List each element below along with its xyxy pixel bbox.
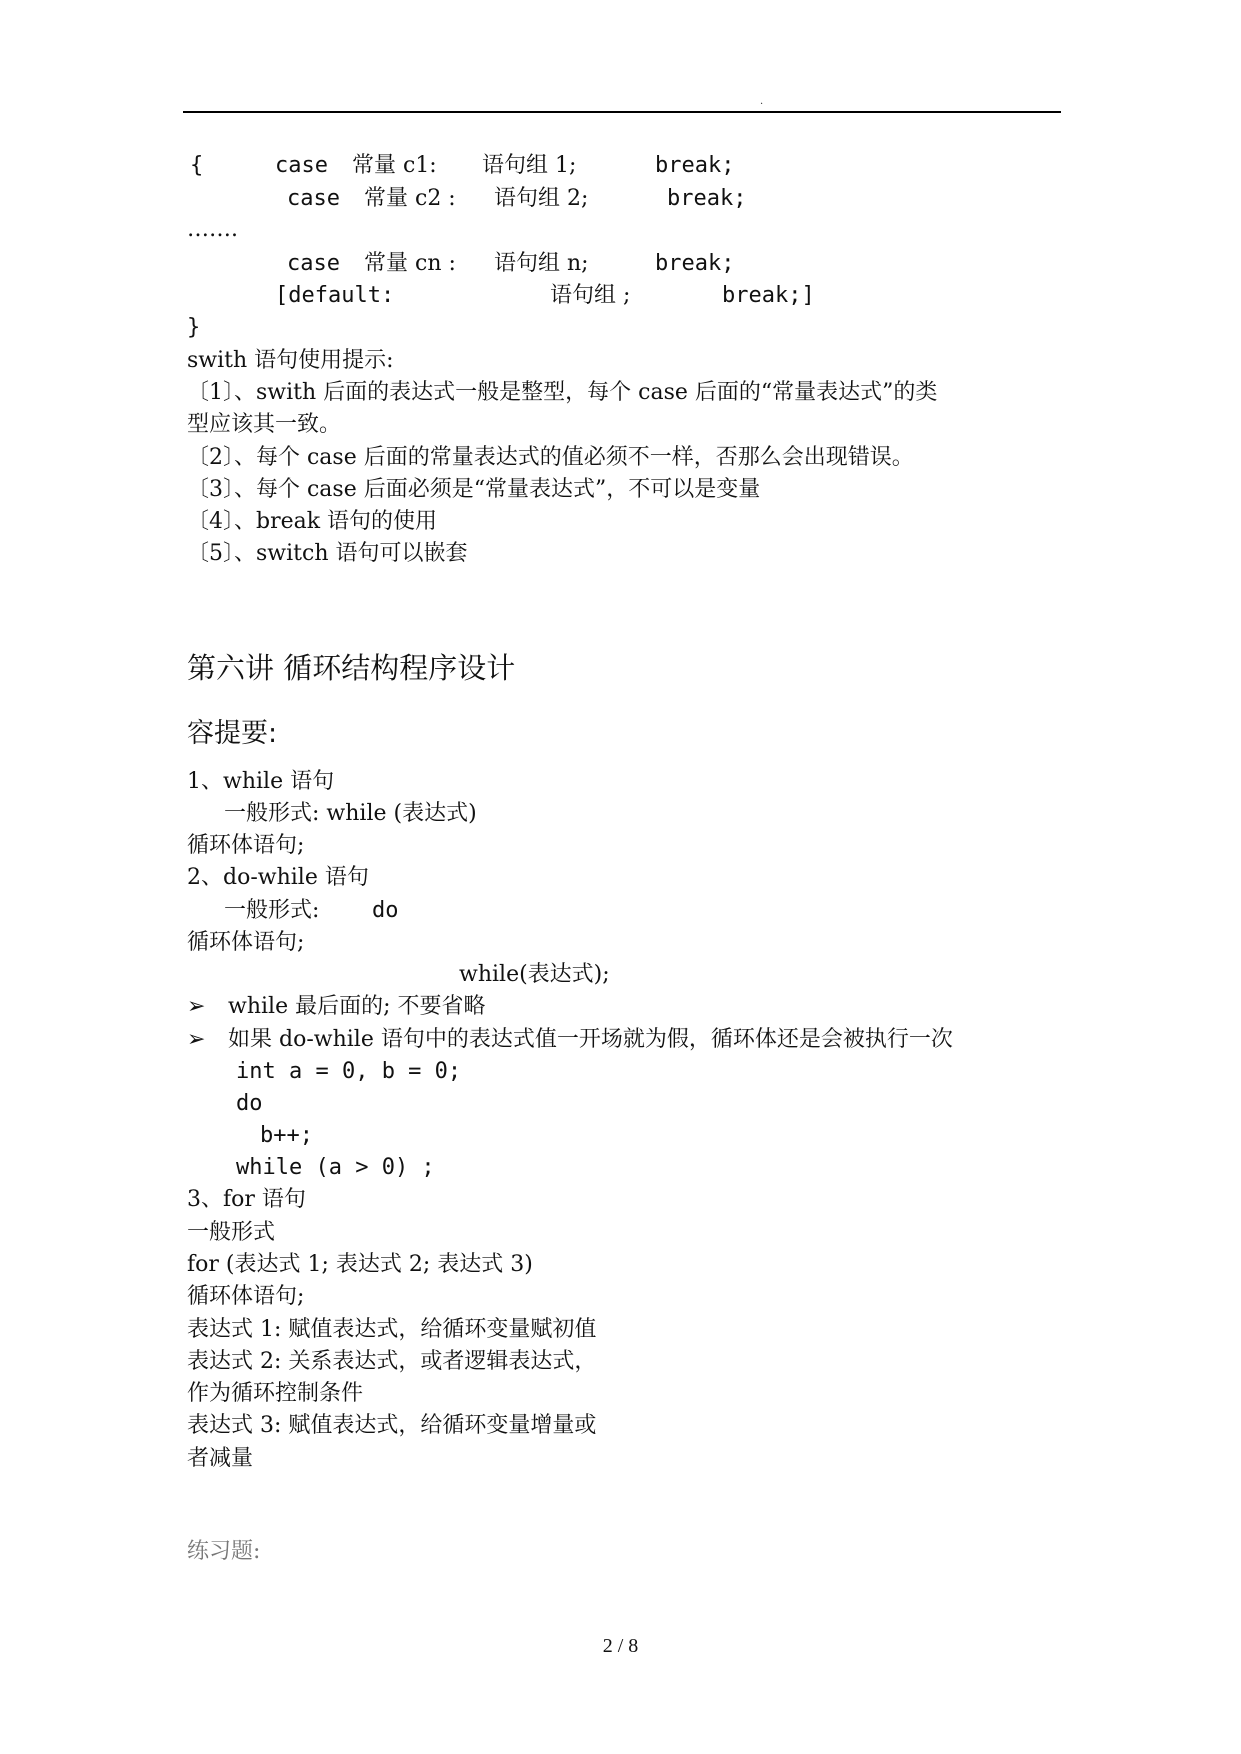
case1-group: 语句组 1; [482, 153, 577, 178]
lecture-title: 第六讲 循环结构程序设计 [187, 651, 516, 685]
header-dot: . [760, 96, 764, 107]
for-form: for (表达式 1; 表达式 2; 表达式 3) [187, 1252, 533, 1277]
default-group: 语句组 ; [550, 283, 631, 308]
open-brace: { [190, 153, 204, 178]
tip-line: 〔2〕、每个 case 后面的常量表达式的值必须不一样，否那么会出现错误。 [187, 445, 914, 470]
for-note: 者减量 [187, 1446, 254, 1471]
case2-break: break; [667, 186, 747, 211]
tip-line: 型应该其一致。 [187, 412, 342, 437]
for-body: 循环体语句; [187, 1284, 305, 1309]
ellipsis: ……. [187, 217, 238, 242]
casen-const: 常量 cn : [364, 251, 456, 276]
for-form-label: 一般形式 [187, 1220, 276, 1245]
close-brace: } [187, 315, 201, 340]
dowhile-form-label: 一般形式: [224, 898, 320, 923]
for-note: 作为循环控制条件 [187, 1381, 364, 1406]
case2-group: 语句组 2; [494, 186, 589, 211]
page-number: 2 / 8 [602, 1635, 639, 1657]
tip-line: 〔5〕、switch 语句可以嵌套 [187, 541, 468, 566]
tip-line: 〔4〕、break 语句的使用 [187, 509, 438, 534]
code-line: b++; [260, 1123, 313, 1148]
dowhile-heading: 2、do-while 语句 [187, 865, 369, 890]
dowhile-form-do: do [372, 898, 399, 923]
casen-keyword: case [287, 251, 340, 276]
case1-break: break; [655, 153, 735, 178]
case2-keyword: case [287, 186, 340, 211]
dowhile-while-expr: while(表达式); [459, 962, 610, 987]
while-body: 循环体语句; [187, 833, 305, 858]
default-keyword: [default: [275, 283, 395, 308]
default-break: break;] [722, 283, 815, 308]
for-note: 表达式 3: 赋值表达式，给循环变量增量或 [187, 1413, 597, 1438]
summary-title: 容提要: [187, 718, 278, 749]
casen-break: break; [655, 251, 735, 276]
header-rule [183, 111, 1061, 113]
bullet-arrow-icon: ➢ [187, 994, 206, 1019]
for-note: 表达式 1: 赋值表达式，给循环变量赋初值 [187, 1317, 597, 1342]
bullet-text: while 最后面的; 不要省略 [228, 994, 486, 1019]
dowhile-body: 循环体语句; [187, 930, 305, 955]
tips-title: swith 语句使用提示: [187, 348, 394, 373]
while-form: 一般形式: while (表达式) [224, 801, 477, 826]
case2-const: 常量 c2 : [364, 186, 456, 211]
bullet-arrow-icon: ➢ [187, 1027, 206, 1052]
tip-line: 〔1〕、swith 后面的表达式一般是整型，每个 case 后面的“常量表达式”的类 [187, 380, 938, 405]
case1-keyword: case [275, 153, 328, 178]
tip-line: 〔3〕、每个 case 后面必须是“常量表达式”，不可以是变量 [187, 477, 761, 502]
bullet-text: 如果 do-while 语句中的表达式值一开场就为假，循环体还是会被执行一次 [228, 1027, 953, 1052]
for-heading: 3、for 语句 [187, 1187, 306, 1212]
for-note: 表达式 2: 关系表达式，或者逻辑表达式， [187, 1349, 597, 1374]
case1-const: 常量 c1: [352, 153, 437, 178]
code-line: while (a > 0) ; [236, 1155, 435, 1180]
code-line: int a = 0, b = 0; [236, 1059, 462, 1084]
while-heading: 1、while 语句 [187, 769, 335, 794]
exercise-title: 练习题: [187, 1539, 261, 1564]
code-line: do [236, 1091, 263, 1116]
casen-group: 语句组 n; [494, 251, 589, 276]
